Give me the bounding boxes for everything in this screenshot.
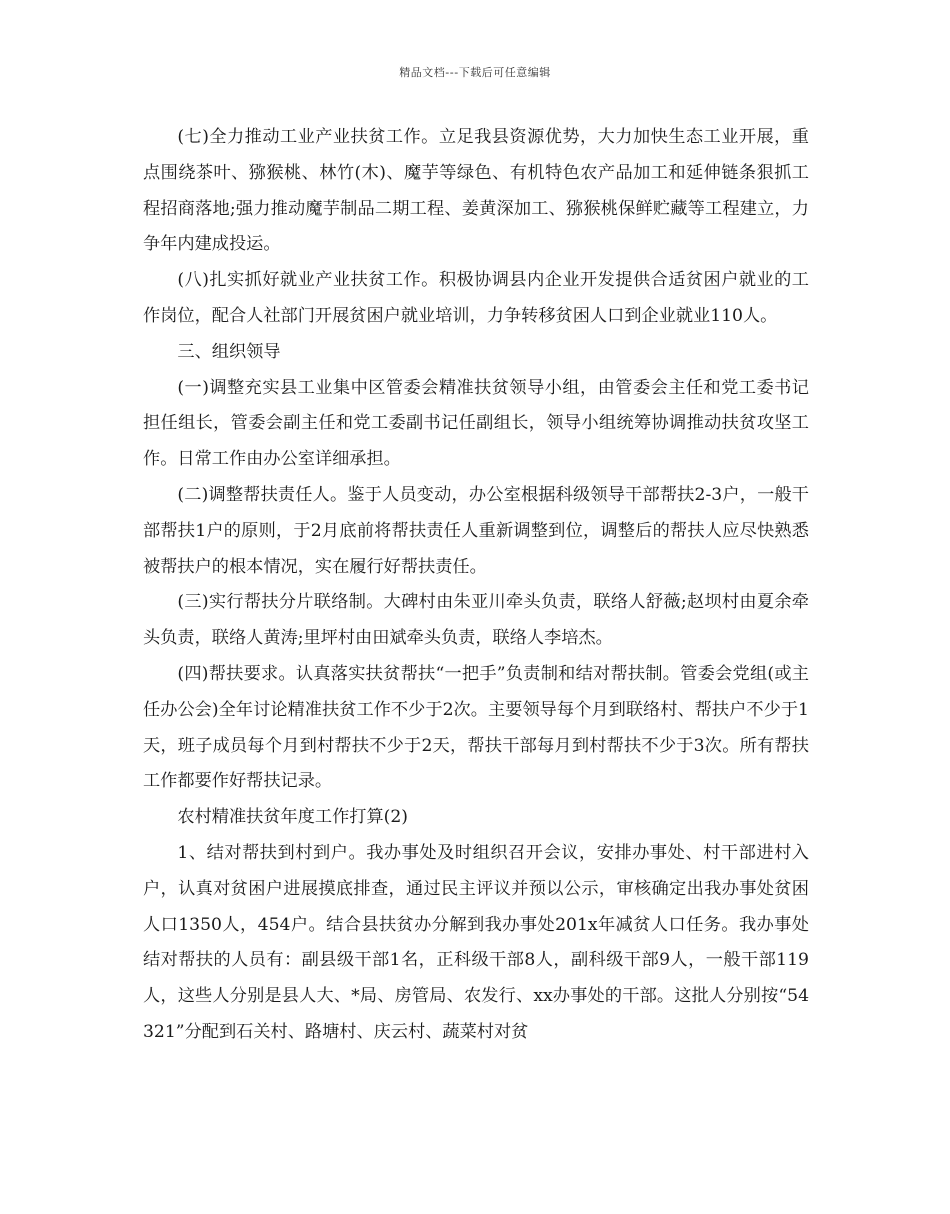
paragraph-pairing-assistance: 1、结对帮扶到村到户。我办事处及时组织召开会议，安排办事处、村干部进村入户，认真对贫困户进展摸底排查，通过民主评议并预以公示，审核确定出我办事处贫困人口1350人，454户。结合县扶贫办分解到我办事处201x年减贫人口任务。我办事处结对帮扶的人员有：副县级干部1名，正科级干部8人，副科级干部9人，一般干部119人，这些人分别是县人大、*局、房管局、农发行、xx办事处的干部。这批人分别按“54321”分配到石关村、路塘村、庆云村、蔬菜村对贫 [143, 842, 809, 1042]
paragraph-responsible-persons: (二)调整帮扶责任人。鉴于人员变动，办公室根据科级领导干部帮扶2-3户，一般干部帮扶1户的原则，于2月底前将帮扶责任人重新调整到位，调整后的帮扶人应尽快熟悉被帮扶户的根本情况，实在履行好帮扶责任。 [143, 484, 809, 577]
paragraph-assistance-requirements: (四)帮扶要求。认真落实扶贫帮扶“一把手”负责制和结对帮扶制。管委会党组(或主任办公会)全年讨论精准扶贫工作不少于2次。主要领导每个月到联络村、帮扶户不少于1天，班子成员每个月到村帮扶不少于2天，帮扶干部每月到村帮扶不少于3次。所有帮扶工作都要作好帮扶记录。 [143, 663, 809, 792]
paragraph-employment-poverty: (八)扎实抓好就业产业扶贫工作。积极协调县内企业开发提供合适贫困户就业的工作岗位，配合人社部门开展贫困户就业培训，力争转移贫困人口到企业就业110人。 [143, 270, 809, 326]
document-body [143, 120, 809, 1051]
document-subtitle: 农村精准扶贫年度工作打算(2) [177, 807, 408, 828]
page-header: 精品文档---下载后可任意编辑 [399, 66, 551, 79]
paragraph-industry-poverty: (七)全力推动工业产业扶贫工作。立足我县资源优势，大力加快生态工业开展，重点围绕茶叶、猕猴桃、林竹(木)、魔芋等绿色、有机特色农产品加工和延伸链条狠抓工程招商落地;强力推动魔芋制品二期工程、姜黄深加工、猕猴桃保鲜贮藏等工程建立，力争年内建成投运。 [143, 127, 809, 255]
paragraph-liaison-system: (三)实行帮扶分片联络制。大碑村由朱亚川牵头负责，联络人舒薇;赵坝村由夏余牵头负责，联络人黄涛;里坪村由田斌牵头负责，联络人李培杰。 [143, 592, 809, 649]
section-heading-organization: 三、组织领导 [177, 341, 281, 362]
paragraph-leadership-group: (一)调整充实县工业集中区管委会精准扶贫领导小组，由管委会主任和党工委书记担任组长，管委会副主任和党工委副书记任副组长，领导小组统筹协调推动扶贫攻坚工作。日常工作由办公室详细承担。 [143, 377, 809, 470]
